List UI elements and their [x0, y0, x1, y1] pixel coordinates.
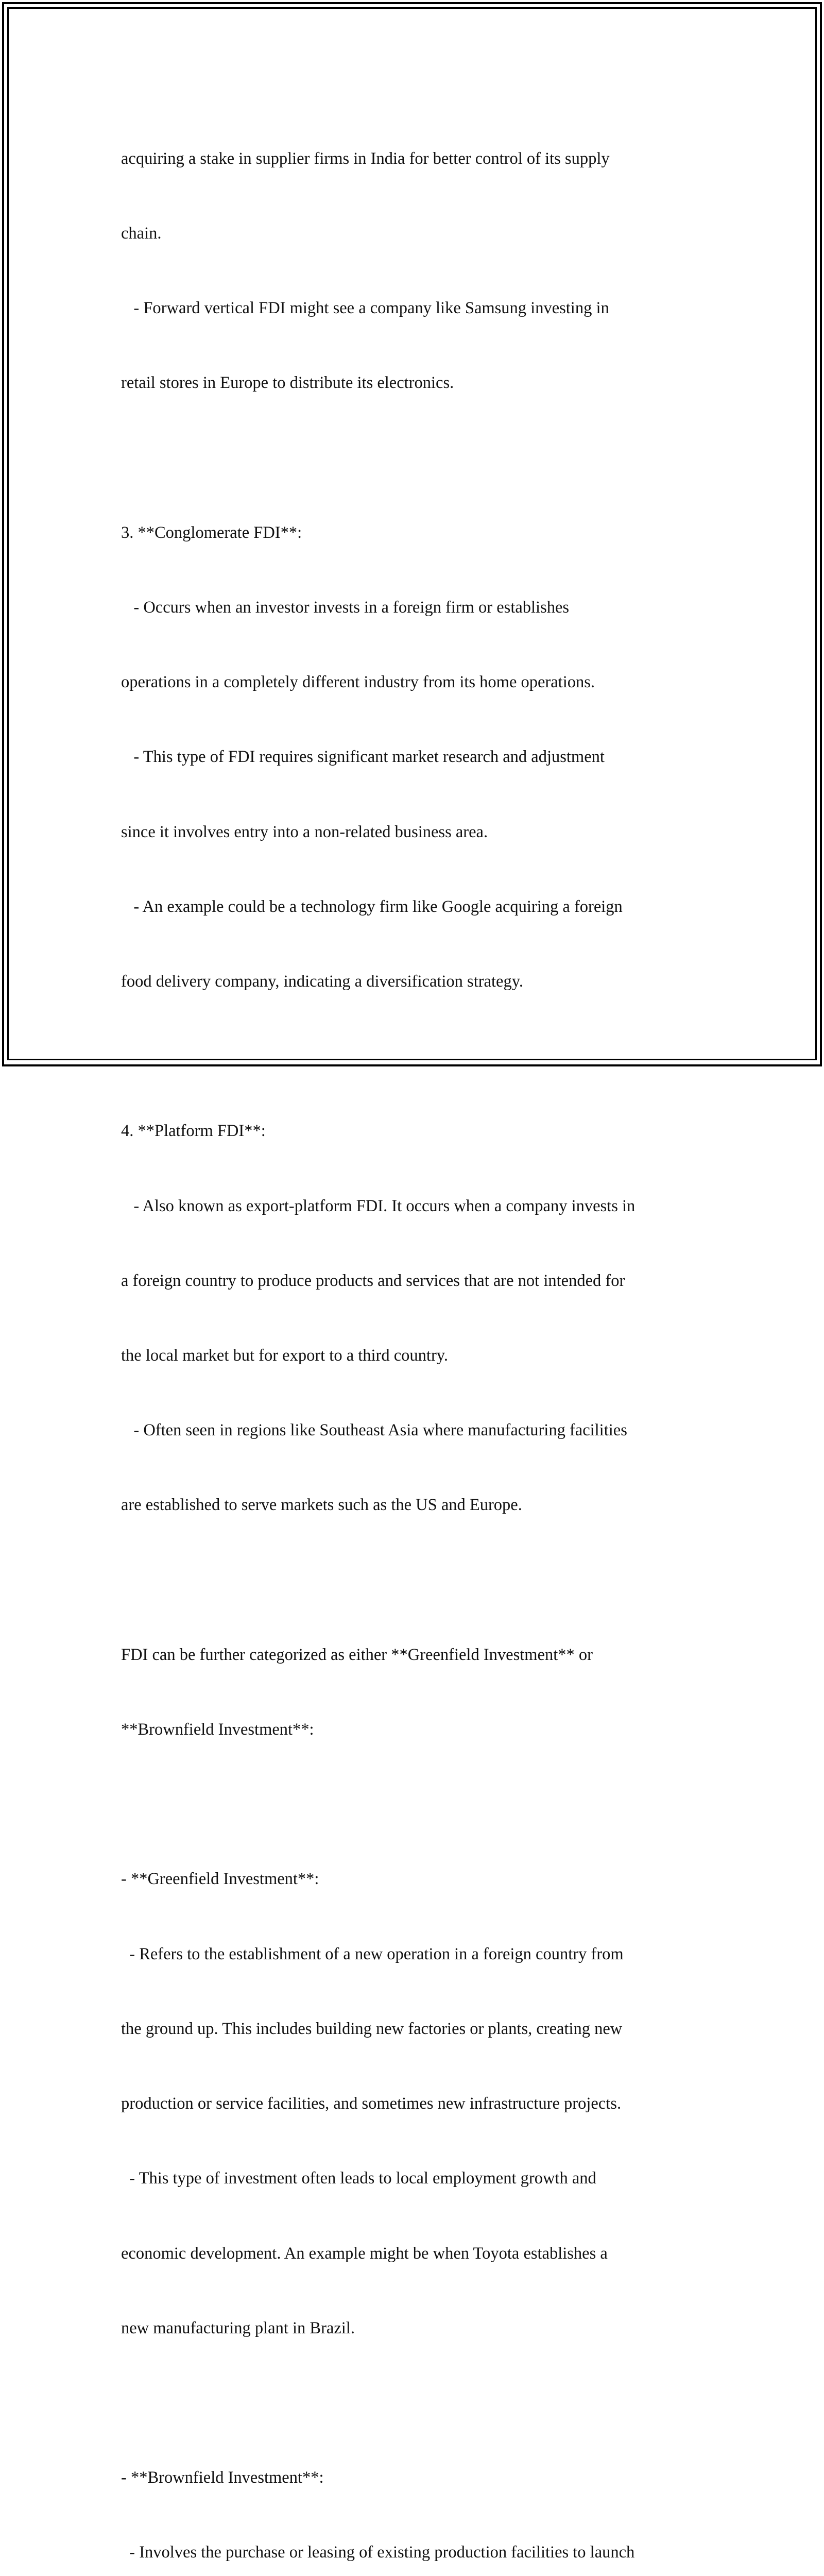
text-line: retail stores in Europe to distribute its electronics.	[121, 374, 454, 393]
text-line: production or service facilities, and sometimes new infrastructure projects.	[121, 2094, 622, 2113]
text-line: the ground up. This includes building new factories or plants, creating new	[121, 2019, 623, 2038]
text-line: food delivery company, indicating a diversification strategy.	[121, 972, 523, 991]
text-line: new manufacturing plant in Brazil.	[121, 2318, 355, 2337]
document-body	[121, 96, 718, 2576]
text-line: - Involves the purchase or leasing of existing production facilities to launch	[121, 2543, 635, 2562]
text-line: **Brownfield Investment**:	[121, 1720, 314, 1739]
text-line: FDI can be further categorized as either **Greenfield Investment** or	[121, 1645, 593, 1664]
text-line: - Forward vertical FDI might see a company like Samsung investing in	[121, 299, 609, 318]
blank-line	[121, 1568, 718, 1592]
text-line: a foreign country to produce products and services that are not intended for	[121, 1271, 625, 1290]
section-heading: - **Greenfield Investment**:	[121, 1870, 319, 1889]
text-line: economic development. An example might be when Toyota establishes a	[121, 2244, 608, 2263]
blank-line	[121, 1792, 718, 1817]
blank-line	[121, 446, 718, 470]
text-line: are established to serve markets such as the US and Europe.	[121, 1496, 522, 1515]
text-line: chain.	[121, 224, 162, 243]
section-heading: 4. **Platform FDI**:	[121, 1122, 266, 1141]
section-heading: 3. **Conglomerate FDI**:	[121, 523, 302, 542]
text-line: since it involves entry into a non-related business area.	[121, 822, 488, 841]
blank-line	[121, 1044, 718, 1069]
text-line: the local market but for export to a third country.	[121, 1346, 449, 1365]
text-line: acquiring a stake in supplier firms in India for better control of its supply	[121, 149, 610, 168]
text-line: - Refers to the establishment of a new operation in a foreign country from	[121, 1944, 624, 1963]
text-line: - Occurs when an investor invests in a foreign firm or establishes	[121, 598, 570, 617]
text-line: - Often seen in regions like Southeast Asia where manufacturing facilities	[121, 1421, 627, 1440]
blank-line	[121, 2391, 718, 2415]
text-line: operations in a completely different industry from its home operations.	[121, 673, 595, 692]
text-line: - Also known as export-platform FDI. It occurs when a company invests in	[121, 1196, 636, 1215]
text-line: - An example could be a technology firm like Google acquiring a foreign	[121, 897, 623, 916]
text-line: - This type of FDI requires significant market research and adjustment	[121, 748, 605, 767]
section-heading: - **Brownfield Investment**:	[121, 2468, 324, 2487]
text-line: - This type of investment often leads to local employment growth and	[121, 2169, 596, 2188]
